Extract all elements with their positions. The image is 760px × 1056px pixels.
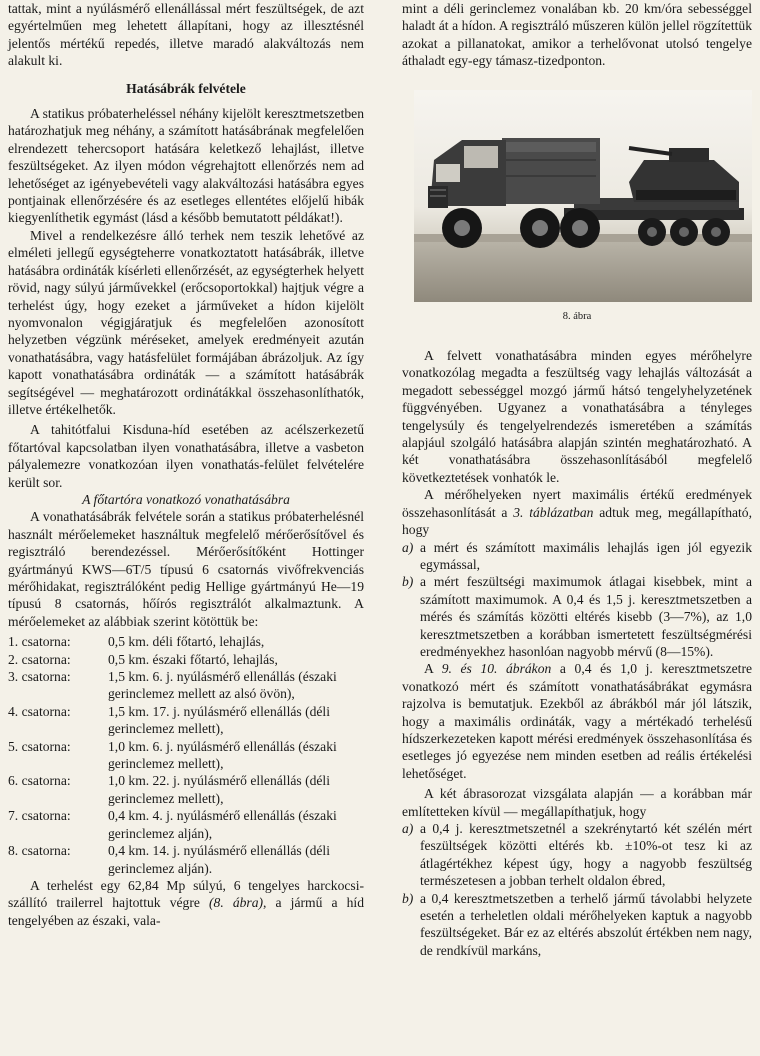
truck-trailer-photo [414, 90, 752, 302]
right-column [402, 0, 752, 959]
list-item: a) a 0,4 j. keresztmetszetnél a szekrénytartó két szélén mért feszültségek közötti eltérés kb. ±10%-ot tesz ki az átlagértékhez képest úgy, hogy a nagyobb feszültség természetesen a jobban terhelt oldalon ébred, [402, 821, 752, 889]
findings-list-1 [402, 539, 752, 661]
figure-caption: 8. ábra [562, 310, 592, 322]
paragraph: A két ábrasorozat vizsgálata alapján — a korábban már említetteken kívül — megállapíthatjuk, hogy [402, 786, 752, 819]
list-item: b) a mért feszültségi maximumok átlagai kisebbek, mint a számított maximumok. A 0,4 és 1,5 j. keresztmetszetben a mérés és számítás közötti eltérés kisebb (3—7%), az 1,0 keresztmetszetben a korábban ismertetett feszültségmérési eredményekhez hasonlóan nagyobb mérvű (8—15%). [402, 574, 752, 659]
channel-item: 8. csatorna: 0,4 km. 14. j. nyúlásmérő ellenállás (déli gerinclemez alján). [8, 843, 330, 876]
paragraph: A mérőhelyeken nyert maximális értékű eredmények összehasonlítását a 3. táblázatban adtuk meg, megállapítható, hogy [402, 487, 752, 538]
channel-list [8, 633, 364, 877]
channel-item: 1. csatorna: 0,5 km. déli főtartó, lehajlás, [8, 634, 265, 650]
list-item: a) a mért és számított maximális lehajlás igen jól egyezik egymással, [402, 539, 752, 572]
section-heading: Hatásábrák felvétele [126, 80, 246, 96]
list-item: b) a 0,4 keresztmetszetben a terhelő jármű távolabbi helyzete esetén a terheletlen oldali mérőhelyeken kaptuk a nagyobb feszültségeket. Bár ez az eltérés abszolút értékben nem nagy, de rendkívül markáns, [402, 890, 752, 958]
figure-reference: (8. ábra) [209, 895, 264, 911]
subsection-heading: A főtartóra vonatkozó vonathatásábra [82, 491, 290, 507]
channel-item: 6. csatorna: 1,0 km. 22. j. nyúlásmérő ellenállás (déli gerinclemez mellett), [8, 773, 330, 806]
channel-item: 2. csatorna: 0,5 km. északi főtartó, lehajlás, [8, 651, 278, 667]
left-column [8, 0, 364, 929]
paragraph: A 9. és 10. ábrákon a 0,4 és 1,0 j. keresztmetszetre vonatkozó mért és számított vonathatásábrákat egymásra rajzolva is bemutatjuk. Ezekből az ábrákból már jól látszik, hogy a maximális ordináták, vagy a mértékadó terhelésű hídszerkezeteken kapott mérési eredmények összehasonlítása és esetleges jó egyezése nem minden esetben ad reális értékelési lehetőséget. [402, 661, 753, 781]
channel-item: 7. csatorna: 0,4 km. 4. j. nyúlásmérő ellenállás (északi gerinclemez alján), [8, 808, 337, 841]
paragraph: A statikus próbaterheléssel néhány kijelölt keresztmetszetben határozhatjuk meg néhány, a számított hatásábrának megfelelően elrendezett tehercsoport hatására keletkező lehajlást, illetve feszültségeket. Az ilyen módon végrehajtott ellenőrzés nem ad lehetőséget az igényebevételi vagy alakváltozási hatásábra egyes pontjainak ellenőrzésére és az esetleges ellentétes előjelű hibák kiegyenlíthetik egymást (lásd a később bemutatott példákat!). [8, 106, 364, 226]
paragraph: A felvett vonathatásábra minden egyes mérőhelyre vonatkozólag megadta a feszültség vagy lehajlás változását a megadott sebességgel mozgó jármű hátsó tengelyhelyzetének függvényében. Ugyanez a vonathatásábra a tényleges tengelysúly és tengelyelrendezés ismeretében a számítás alapjául szolgáló hatásábra alapján szintén meghatározható. A két vonathatásábra összehasonlításából megfelelő következtetések vonhatók le. [402, 348, 752, 485]
channel-item: 4. csatorna: 1,5 km. 17. j. nyúlásmérő ellenállás (déli gerinclemez mellett), [8, 703, 330, 737]
channel-item: 5. csatorna: 1,0 km. 6. j. nyúlásmérő ellenállás (északi gerinclemez mellett), [8, 738, 337, 772]
table-reference: 3. táblázatban [513, 504, 594, 520]
findings-list-2 [402, 820, 752, 959]
figure-reference: 9. és 10. ábrákon [441, 661, 552, 677]
paragraph-continuation: tattak, mint a nyúlásmérő ellenállással mért feszültségek, de azt egyértelműen meg lehetett állapítani, hogy az illesztésnél jelentős mértékű repedés, illetve maradó alakváltozás nem alakult ki. [8, 1, 364, 69]
paragraph: Mivel a rendelkezésre álló terhek nem teszik lehetővé az elméleti jellegű egységteherre vonatkoztatott hatásábrák, illetve hatásábra ordináták kísérleti ellenőrzését, az egységterhek helyett rövid, nagy súlyú járművekkel (erőcsoportokkal) hajtjuk végre a terhelést úgy, hogy ezeket a járműveket a hídon kijelölt nyomvonalon végigjáratjuk és megfelelően azonosított helyzetben végzünk méréseket, amelyek eredményeit azután vonathatásábra, vagy hatásfelület formájában ábrázoljuk. Az így kapott vonathatásábra ordináták — a számított hatásábrák segítségével — meghatározott ordinátákkal összehasonlíthatók, illetve értékelhetők. [8, 227, 364, 417]
paragraph: A vonathatásábrák felvétele során a statikus próbaterhelésnél használt mérőelemeket használtuk megfelelő mérőerősítővel és regisztráló berendezéssel. Mérőerősítőként Hottinger gyártmányú KWS—6T/5 típusú 6 csatornás vivőfrekvenciás mérőhidakat, regisztrálóként pedig Hellige gyártmányú He—19 típusú 8 csatornás, hőírós regisztrálót alkalmaztunk. A mérőelemeket az alábbiak szerint kötöttük be: [8, 509, 364, 629]
paragraph-continuation: mint a déli gerinclemez vonalában kb. 20 km/óra sebességgel haladt át a hídon. A regisztráló műszeren külön jellel rögzítettük azokat a pillanatokat, amikor a terhelővonat utolsó tengelye áthaladt egy-egy támasz-tizedponton. [402, 1, 752, 69]
channel-item: 3. csatorna: 1,5 km. 6. j. nyúlásmérő ellenállás (északi gerinclemez mellett az alsó övön), [8, 669, 337, 702]
truck-trailer-illustration [414, 90, 752, 302]
paragraph: A tahitótfalui Kisduna-híd esetében az acélszerkezetű főtartóval kapcsolatban ilyen vonathatásábra, illetve a vasbeton pályalemezre vonatkozóan ilyen vonathatás-felület felvételére került sor. [8, 422, 364, 490]
paragraph: A terhelést egy 62,84 Mp súlyú, 6 tengelyes harckocsi-szállító trailerrel hajtottuk végre (8. ábra), a jármű a híd tengelyében az északi, vala- [8, 877, 365, 928]
